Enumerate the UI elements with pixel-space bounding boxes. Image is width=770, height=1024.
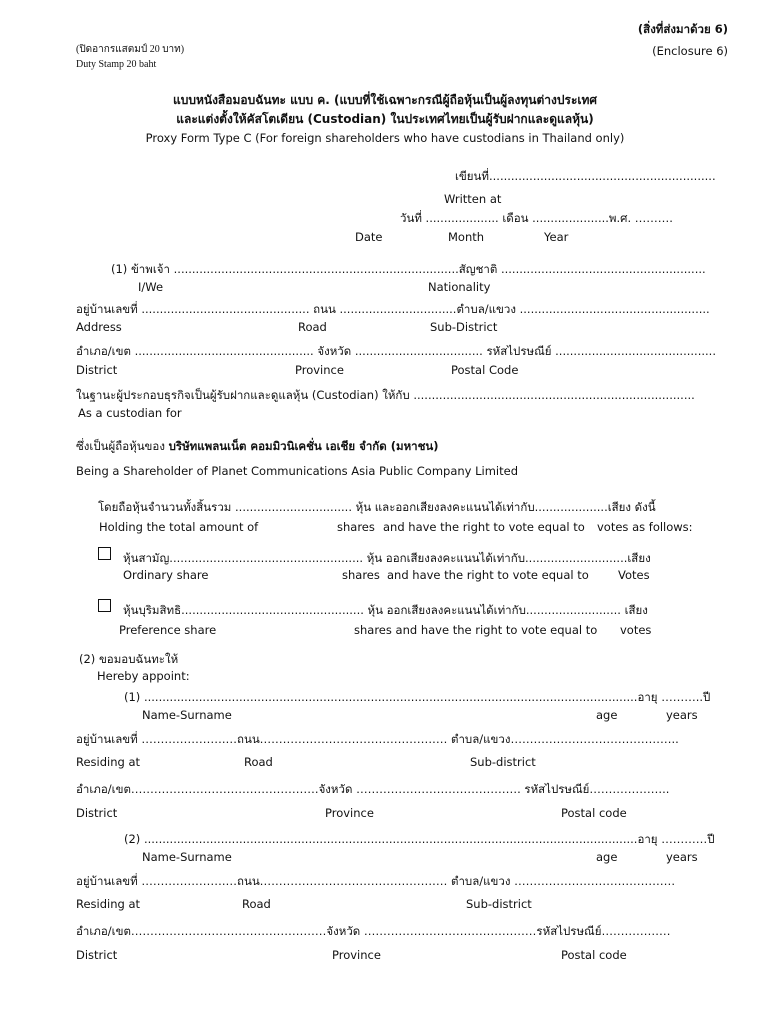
proxy-1-address-field[interactable]: อยู่บ้านเลขที่ ………………….…ถนน……………………………………….… ตำบล/แขวง…………………………………….. — [76, 732, 679, 746]
preference-share-checkbox[interactable] — [98, 599, 111, 612]
preference-vote-label: shares and have the right to vote equal to — [354, 623, 598, 637]
company-prefix-th: ซึ่งเป็นผู้ถือหุ้นของ — [76, 439, 169, 453]
proxy-1-residing-label: Residing at — [76, 755, 141, 769]
district-label: District — [76, 363, 118, 377]
custodian-for-field[interactable]: ในฐานะผู้ประกอบธุรกิจเป็นผู้รับฝากและดูแลหุ้น (Custodian) ให้กับ ............................................................................. — [76, 388, 695, 402]
written-at-label: Written at — [444, 192, 502, 206]
proxy-1-age-label: age — [596, 708, 618, 722]
title-line-2: และแต่งตั้งให้คัสโตเดียน (Custodian) ในประเทศไทยเป็นผู้รับฝากและดูแลหุ้น) — [176, 112, 594, 126]
appoint-label-th: (2) ขอมอบฉันทะให้ — [79, 652, 179, 666]
proxy-1-subdistrict-label: Sub-district — [470, 755, 536, 769]
total-vote-label: and have the right to vote equal to — [383, 520, 585, 534]
proxy-2-name-field[interactable]: (2) .......................................................................................................................................อายุ …………ปี — [124, 832, 715, 846]
proxy-1-postal-label: Postal code — [561, 806, 627, 820]
date-field[interactable]: วันที่ .................... เดือน .....................พ.ศ. ………. — [400, 211, 673, 225]
proxy-2-province-label: Province — [332, 948, 381, 962]
date-label: Date — [355, 230, 383, 244]
company-line-th — [76, 441, 439, 453]
proxy-1-district-label: District — [76, 806, 118, 820]
total-shares-label: shares — [337, 520, 375, 534]
proxy-2-district-label: District — [76, 948, 118, 962]
company-prefix-en: Being a Shareholder of — [76, 464, 212, 478]
votes-as-follows-label: votes as follows: — [597, 520, 693, 534]
duty-stamp-en: Duty Stamp 20 baht — [76, 59, 157, 70]
proxy-2-name-label: Name-Surname — [142, 850, 232, 864]
proxy-1-years-label: years — [666, 708, 698, 722]
iwe-label: I/We — [138, 280, 164, 294]
company-name-en: Planet Communications Asia Public Company Limited — [211, 464, 518, 478]
province-label: Province — [295, 363, 344, 377]
proxy-2-road-label: Road — [242, 897, 271, 911]
appoint-label-en: Hereby appoint: — [97, 669, 190, 683]
custodian-for-label: As a custodian for — [78, 406, 182, 420]
written-at-field[interactable]: เขียนที่.............................................................. — [455, 169, 716, 183]
proxy-1-name-field[interactable]: (1) .......................................................................................................................................อายุ ………..ปี — [124, 690, 711, 704]
nationality-label: Nationality — [428, 280, 491, 294]
ordinary-shares-unit-label: shares — [342, 568, 380, 582]
ordinary-votes-unit-label: Votes — [618, 568, 650, 582]
proxy-1-name-label: Name-Surname — [142, 708, 232, 722]
company-name-th: บริษัทแพลนเน็ต คอมมิวนิเคชั่น เอเชีย จำกัด (มหาชน) — [168, 439, 439, 453]
month-label: Month — [448, 230, 485, 244]
ordinary-share-label: Ordinary share — [123, 568, 209, 582]
duty-stamp-th: (ปิดอากรแสตมป์ 20 บาท) — [76, 44, 185, 55]
road-label: Road — [298, 320, 327, 334]
address-label: Address — [76, 320, 122, 334]
proxy-1-district-field[interactable]: อำเภอ/เขต………………………………………….จังหวัด ……………………………………. รหัสไปรษณีย์………………... — [76, 782, 670, 796]
enclosure-label-en: (Enclosure 6) — [652, 44, 728, 58]
preference-share-field[interactable]: หุ้นบุริมสิทธิ.................................................. หุ้น ออกเสียงลงคะแนนได้เท่ากับ.......................... เสียง — [123, 603, 648, 617]
proxy-2-address-field[interactable]: อยู่บ้านเลขที่ ………………….…ถนน……………………………………….… ตำบล/แขวง …………………………………… — [76, 874, 676, 888]
proxy-2-years-label: years — [666, 850, 698, 864]
title-line-3: Proxy Form Type C (For foreign shareholders who have custodians in Thailand only) — [145, 131, 625, 145]
proxy-2-age-label: age — [596, 850, 618, 864]
subdistrict-label: Sub-District — [430, 320, 498, 334]
total-holding-label: Holding the total amount of — [99, 520, 259, 534]
ordinary-share-checkbox[interactable] — [98, 547, 111, 560]
ordinary-vote-label: and have the right to vote equal to — [387, 568, 589, 582]
shareholder-name-field[interactable]: (1) ข้าพเจ้า ..............................................................................สัญชาติ ........................................................ — [111, 262, 706, 276]
proxy-2-residing-label: Residing at — [76, 897, 141, 911]
title-line-1: แบบหนังสือมอบฉันทะ แบบ ค. (แบบที่ใช้เฉพาะกรณีผู้ถือหุ้นเป็นผู้ลงทุนต่างประเทศ — [172, 93, 598, 107]
enclosure-label-th: (สิ่งที่ส่งมาด้วย 6) — [637, 22, 728, 36]
proxy-2-postal-label: Postal code — [561, 948, 627, 962]
preference-share-label: Preference share — [119, 623, 217, 637]
proxy-2-subdistrict-label: Sub-district — [466, 897, 532, 911]
proxy-2-district-field[interactable]: อำเภอ/เขต……………………………………………จังหวัด ………………………………………รหัสไปรษณีย์……………… — [76, 924, 671, 938]
total-shares-field[interactable]: โดยถือหุ้นจำนวนทั้งสิ้นรวม ................................ หุ้น และออกเสียงลงคะแนนได้เท่ากับ....................เสียง ดังนี้ — [98, 500, 656, 514]
proxy-1-road-label: Road — [244, 755, 273, 769]
company-line-en — [76, 466, 518, 478]
address-field[interactable]: อยู่บ้านเลขที่ .............................................. ถนน ................................ตำบล/แขวง .................................................... — [76, 302, 710, 316]
year-label: Year — [544, 230, 569, 244]
preference-votes-unit-label: votes — [620, 623, 652, 637]
postal-code-label: Postal Code — [451, 363, 519, 377]
district-field[interactable]: อำเภอ/เขต ................................................. จังหวัด ................................... รหัสไปรษณีย์ ............................................ — [76, 344, 716, 358]
proxy-1-province-label: Province — [325, 806, 374, 820]
ordinary-share-field[interactable]: หุ้นสามัญ..................................................... หุ้น ออกเสียงลงคะแนนได้เท่ากับ............................เสียง — [123, 551, 651, 565]
